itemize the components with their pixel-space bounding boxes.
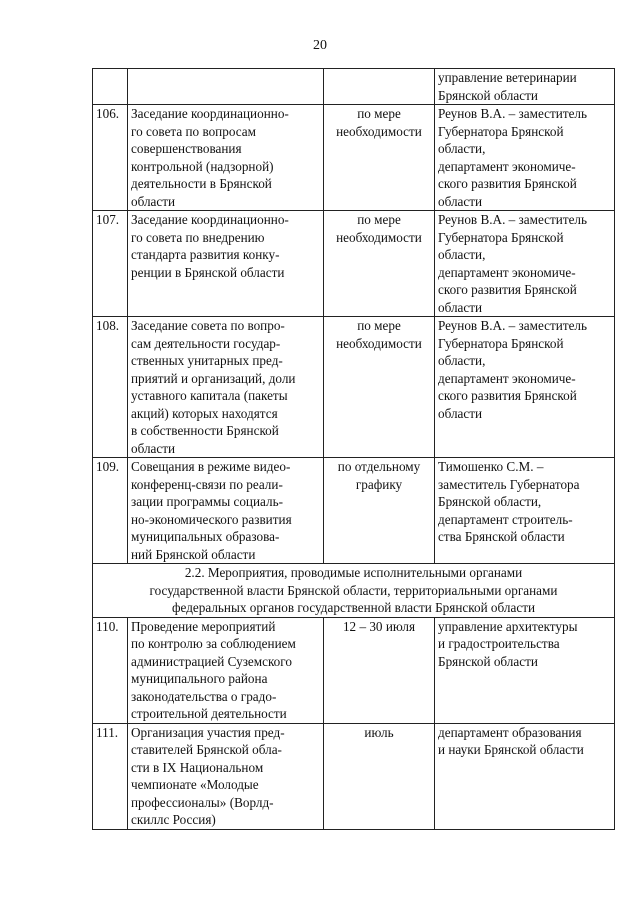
event-line: в собственности Брянской: [131, 423, 279, 438]
table-row: [93, 211, 615, 317]
cell-responsible: [435, 317, 615, 458]
term-line: по отдельному: [337, 459, 421, 474]
page-number: 20: [313, 38, 327, 53]
event-line: ний Брянской области: [131, 546, 256, 562]
responsible-line: заместитель Губернатора: [438, 476, 580, 492]
event-line: го совета по вопросам: [131, 123, 256, 139]
responsible-line: области: [438, 405, 483, 421]
section-body: [93, 564, 615, 618]
term-line: 12 – 30 июля: [342, 618, 416, 634]
event-line: конференц-связи по реали-: [131, 476, 283, 492]
event-line: строительной деятельности: [131, 706, 287, 721]
responsible-line: ского развития Брянской: [438, 388, 577, 403]
responsible-line: ского развития Брянской: [438, 176, 577, 191]
responsible-line: управление архитектуры: [438, 618, 578, 634]
event-line: сти в IX Национальном: [131, 759, 264, 775]
cell-num: 110.: [93, 617, 128, 723]
table-group-2: [93, 617, 615, 829]
event-line: Заседание координационно-: [131, 212, 289, 227]
table-row: [93, 723, 615, 829]
cell-event: [128, 317, 324, 458]
cell-num: 109.: [93, 458, 128, 564]
table-body: [93, 69, 615, 105]
table-row: [93, 317, 615, 458]
event-line: уставного капитала (пакеты: [131, 388, 288, 403]
event-line: области: [131, 193, 176, 209]
section-heading-line: государственной власти Брянской области, территориальными органами: [149, 582, 558, 598]
responsible-line: и градостроительства: [438, 636, 560, 651]
responsible-line: области: [438, 299, 483, 315]
event-line: Заседание координационно-: [131, 106, 289, 121]
event-line: чемпионате «Молодые: [131, 777, 259, 792]
responsible-line: департамент экономиче-: [438, 158, 576, 174]
term-line: необходимости: [336, 229, 422, 245]
table-row: [93, 458, 615, 564]
table-row: [93, 105, 615, 211]
cell-responsible: [435, 458, 615, 564]
responsible-line: области,: [438, 353, 486, 368]
section-heading-line: федеральных органов государственной власти Брянской области: [171, 600, 536, 615]
events-table: [92, 68, 615, 830]
responsible-line: ского развития Брянской: [438, 282, 577, 297]
responsible-line: ства Брянской области: [438, 529, 565, 544]
cell-event: [128, 617, 324, 723]
cell-num: 106.: [93, 105, 128, 211]
cell-responsible: [435, 723, 615, 829]
term-line: необходимости: [336, 335, 422, 351]
cell-num: 108.: [93, 317, 128, 458]
event-line: Проведение мероприятий: [131, 618, 276, 634]
section-heading: [93, 564, 615, 618]
cell-responsible: [435, 69, 615, 105]
responsible-line: Брянской области,: [438, 494, 542, 509]
event-line: скиллс Россия): [131, 812, 216, 827]
cell-responsible: [435, 105, 615, 211]
responsible-line: области: [438, 193, 483, 209]
cell-num: [93, 69, 128, 105]
table-row-continuation: [93, 69, 615, 105]
term-line: графику: [355, 476, 403, 492]
responsible-line: Губернатора Брянской: [438, 229, 564, 245]
term-line: по мере: [357, 106, 401, 121]
event-line: стандарта развития конку-: [131, 247, 280, 262]
responsible-line: и науки Брянской области: [438, 742, 584, 757]
responsible-line: Реунов В.А. – заместитель: [438, 212, 588, 227]
event-line: области: [131, 440, 176, 456]
event-line: муниципальных образова-: [131, 529, 280, 544]
event-line: профессионалы» (Ворлд-: [131, 794, 274, 810]
responsible-line: Реунов В.А. – заместитель: [438, 106, 588, 121]
event-line: деятельности в Брянской: [131, 176, 272, 191]
cell-num: 107.: [93, 211, 128, 317]
event-line: совершенствования: [131, 141, 242, 156]
term-line: июль: [364, 724, 394, 740]
responsible-line: департамент экономиче-: [438, 264, 576, 280]
responsible-line: Тимошенко С.М. –: [438, 459, 544, 474]
cell-event: [128, 105, 324, 211]
cell-event: [128, 723, 324, 829]
event-line: сам деятельности государ-: [131, 335, 281, 351]
section-heading-row: [93, 564, 615, 618]
event-line: Совещания в режиме видео-: [131, 459, 291, 474]
event-line: контрольной (надзорной): [131, 158, 274, 174]
cell-event: [128, 211, 324, 317]
responsible-line: департамент образования: [438, 724, 582, 740]
responsible-line: департамент строитель-: [438, 511, 573, 527]
event-line: законодательства о градо-: [131, 688, 277, 704]
event-line: но-экономического развития: [131, 511, 292, 527]
event-line: зации программы социаль-: [131, 494, 283, 509]
table-row: [93, 617, 615, 723]
event-line: Организация участия пред-: [131, 724, 285, 740]
event-line: по контролю за соблюдением: [131, 636, 296, 651]
responsible-line: Губернатора Брянской: [438, 123, 564, 139]
cell-term: [324, 723, 435, 829]
responsible-line: Губернатора Брянской: [438, 335, 564, 351]
cell-term: [324, 458, 435, 564]
term-line: по мере: [357, 212, 401, 227]
event-line: муниципального района: [131, 671, 268, 686]
event-line: го совета по внедрению: [131, 229, 265, 245]
table-group-1: [93, 105, 615, 564]
cell-responsible: [435, 211, 615, 317]
event-line: ственных унитарных пред-: [131, 353, 283, 368]
cell-num: 111.: [93, 723, 128, 829]
cell-responsible: [435, 617, 615, 723]
event-line: ставителей Брянской обла-: [131, 742, 282, 757]
responsible-line: Брянской области: [438, 87, 538, 103]
event-line: Заседание совета по вопро-: [131, 318, 285, 333]
cell-term: [324, 317, 435, 458]
cell-term: [324, 617, 435, 723]
term-line: по мере: [357, 318, 401, 333]
responsible-line: области,: [438, 247, 486, 262]
responsible-line: области,: [438, 141, 486, 156]
responsible-line: Реунов В.А. – заместитель: [438, 318, 588, 333]
event-line: ренции в Брянской области: [131, 264, 285, 280]
cell-event: [128, 458, 324, 564]
cell-term: [324, 211, 435, 317]
responsible-line: департамент экономиче-: [438, 370, 576, 386]
responsible-line: Брянской области: [438, 653, 538, 669]
event-line: приятий и организаций, доли: [131, 370, 296, 386]
cell-event: [128, 69, 324, 105]
event-line: администрацией Суземского: [131, 653, 292, 669]
term-line: необходимости: [336, 123, 422, 139]
responsible-line: управление ветеринарии: [438, 70, 577, 85]
section-heading-line: 2.2. Мероприятия, проводимые исполнительными органами: [184, 565, 523, 580]
cell-term: [324, 105, 435, 211]
cell-term: [324, 69, 435, 105]
event-line: акций) которых находятся: [131, 405, 278, 421]
